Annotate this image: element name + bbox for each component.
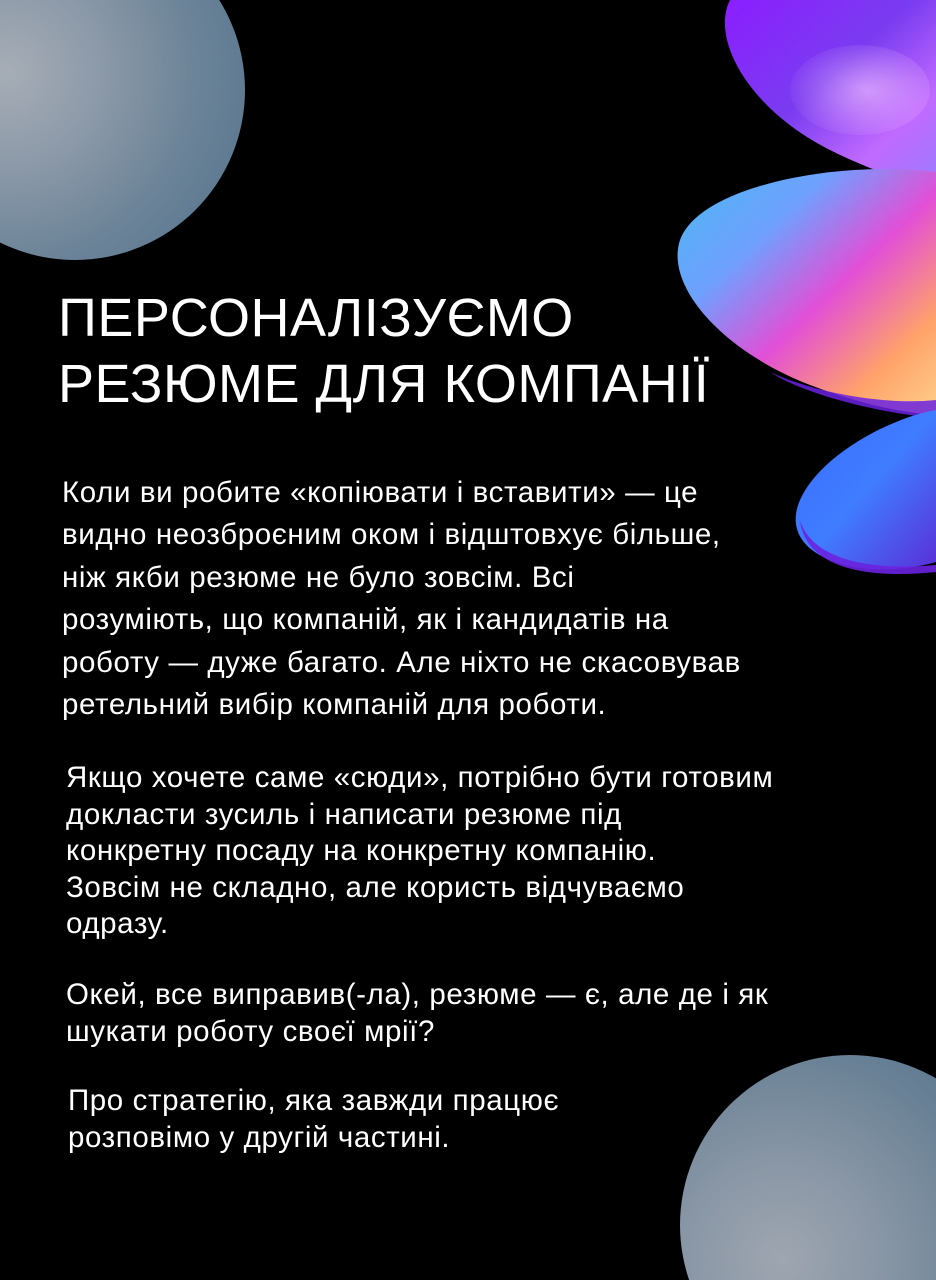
paragraph-1: [62, 472, 741, 726]
text-line: Зовсім не складно, але користь відчуваємо: [66, 870, 685, 904]
paragraph-3: [66, 977, 768, 1050]
text-line: розповімо у другій частині.: [68, 1120, 451, 1154]
text-line: розуміють, що компаній, як і кандидатів на: [62, 603, 669, 637]
paragraph-2: [66, 760, 773, 943]
decorative-sphere-top: [0, 0, 245, 260]
title-line-1: ПЕРСОНАЛІЗУЄМО: [58, 288, 574, 348]
slide-title: [58, 285, 709, 417]
text-line: роботу — дуже багато. Але ніхто не скасовував: [62, 645, 741, 679]
text-line: Якщо хочете саме «сюди», потрібно бути готовим: [66, 761, 774, 794]
text-line: шукати роботу своєї мрії?: [66, 1014, 435, 1048]
decorative-sphere-bottom: [680, 1055, 936, 1280]
paragraph-4: [68, 1083, 559, 1156]
text-line: видно неозброєним оком і відштовхує більше,: [62, 518, 721, 552]
text-line: ніж якби резюме не було зовсім. Всі: [62, 560, 575, 594]
wave-shape-middle: [678, 169, 936, 415]
text-line: докласти зусиль і написати резюме під: [66, 797, 622, 831]
title-line-2: РЕЗЮМЕ ДЛЯ КОМПАНІЇ: [58, 354, 710, 414]
text-line: конкретну посаду на конкретну компанію.: [66, 834, 657, 867]
text-line: одразу.: [66, 907, 169, 940]
text-line: Окей, все виправив(-ла), резюме — є, але де і як: [66, 978, 769, 1011]
text-line: Про стратегію, яка завжди працює: [68, 1084, 560, 1117]
text-line: Коли ви робите «копіювати і вставити» — це: [62, 476, 699, 509]
text-line: ретельний вибір компаній для роботи.: [62, 688, 607, 722]
